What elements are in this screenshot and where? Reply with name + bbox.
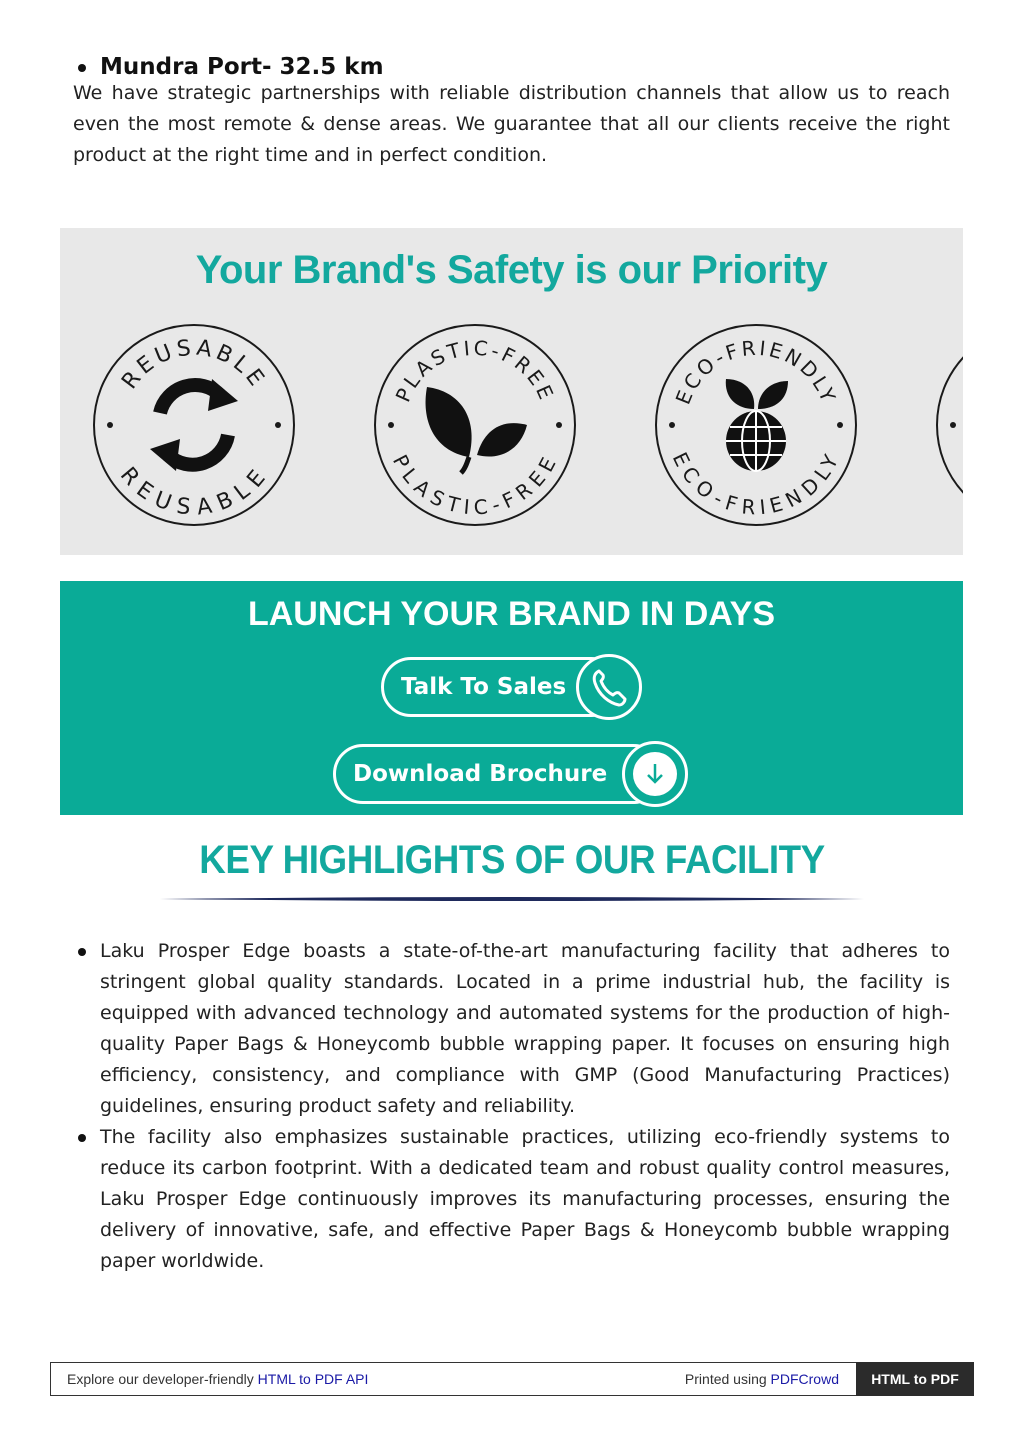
launch-title: LAUNCH YOUR BRAND IN DAYS bbox=[247, 595, 776, 633]
download-brochure-button[interactable] bbox=[333, 744, 663, 804]
phone-icon bbox=[576, 654, 642, 720]
download-brochure-label: Download Brochure bbox=[353, 761, 608, 787]
plastic-free-top-text: PLASTIC-FREE bbox=[390, 335, 560, 406]
facility-highlights-list bbox=[100, 936, 950, 1277]
eco-friendly-bottom-text: ECO-FRIENDLY bbox=[667, 448, 845, 520]
reusable-bottom-text: REUSABLE bbox=[114, 462, 274, 521]
talk-to-sales-button[interactable] bbox=[381, 657, 621, 717]
recycle-arrows-icon bbox=[92, 323, 296, 527]
html-to-pdf-api-link[interactable]: HTML to PDF API bbox=[257, 1371, 369, 1387]
pdfcrowd-footer bbox=[50, 1362, 974, 1396]
list-item: Laku Prosper Edge boasts a state-of-the-art manufacturing facility that adheres to stringent global quality standards. Located in a prime industrial hub, the facility is equipped with advanced technology and automated systems for the production of high-quality Paper Bags & Honeycomb bubble wrapping paper. It focuses on ensuring high efficiency, consistency, and compliance with GMP (Good Manufacturing Practices) guidelines, ensuring product safety and reliability. bbox=[100, 936, 950, 1122]
svg-text:PLASTIC-FREE bbox=[388, 451, 562, 520]
key-highlights-title: KEY HIGHLIGHTS OF OUR FACILITY bbox=[199, 838, 825, 882]
globe-leaf-icon bbox=[654, 323, 858, 527]
badge-ring-icon bbox=[935, 323, 963, 527]
safety-title: Your Brand's Safety is our Priority bbox=[195, 248, 828, 292]
plastic-free-bottom-text: PLASTIC-FREE bbox=[387, 450, 563, 520]
leaf-icon bbox=[373, 323, 577, 527]
eco-friendly-badge bbox=[654, 323, 858, 527]
talk-to-sales-label: Talk To Sales bbox=[401, 674, 567, 700]
pdfcrowd-link[interactable]: PDFCrowd bbox=[770, 1371, 839, 1387]
footer-right: Printed using PDFCrowd bbox=[684, 1371, 839, 1387]
eco-friendly-top-text: ECO-FRIENDLY bbox=[670, 335, 842, 408]
brand-safety-section bbox=[60, 228, 963, 555]
partial-badge bbox=[935, 323, 963, 527]
footer-left: Explore our developer-friendly HTML to PDF API bbox=[67, 1371, 369, 1387]
reusable-top-text: REUSABLE bbox=[117, 335, 271, 394]
distribution-paragraph: We have strategic partnerships with reliable distribution channels that allow us to reach even the most remote & dense areas. We guarantee that all our clients receive the right product at the right time and in perfect condition. bbox=[73, 82, 950, 166]
launch-brand-banner bbox=[60, 581, 963, 815]
location-bullet: Mundra Port- 32.5 km bbox=[100, 54, 384, 80]
plastic-free-badge bbox=[373, 323, 577, 527]
html-to-pdf-button[interactable]: HTML to PDF bbox=[856, 1362, 974, 1396]
svg-text:PLASTIC-FREE bbox=[391, 336, 560, 406]
title-underline bbox=[160, 896, 864, 902]
download-arrow-icon bbox=[622, 741, 688, 807]
svg-text:ECO-FRIENDLY bbox=[671, 336, 842, 408]
list-item: The facility also emphasizes sustainable practices, utilizing eco-friendly systems to reduce its carbon footprint. With a dedicated team and robust quality control measures, Laku Prosper Edge continuously improves its manufacturing processes, ensuring the delivery of innovative, safe, and effective Paper Bags & Honeycomb bubble wrapping paper worldwide. bbox=[100, 1122, 950, 1277]
reusable-badge bbox=[92, 323, 296, 527]
